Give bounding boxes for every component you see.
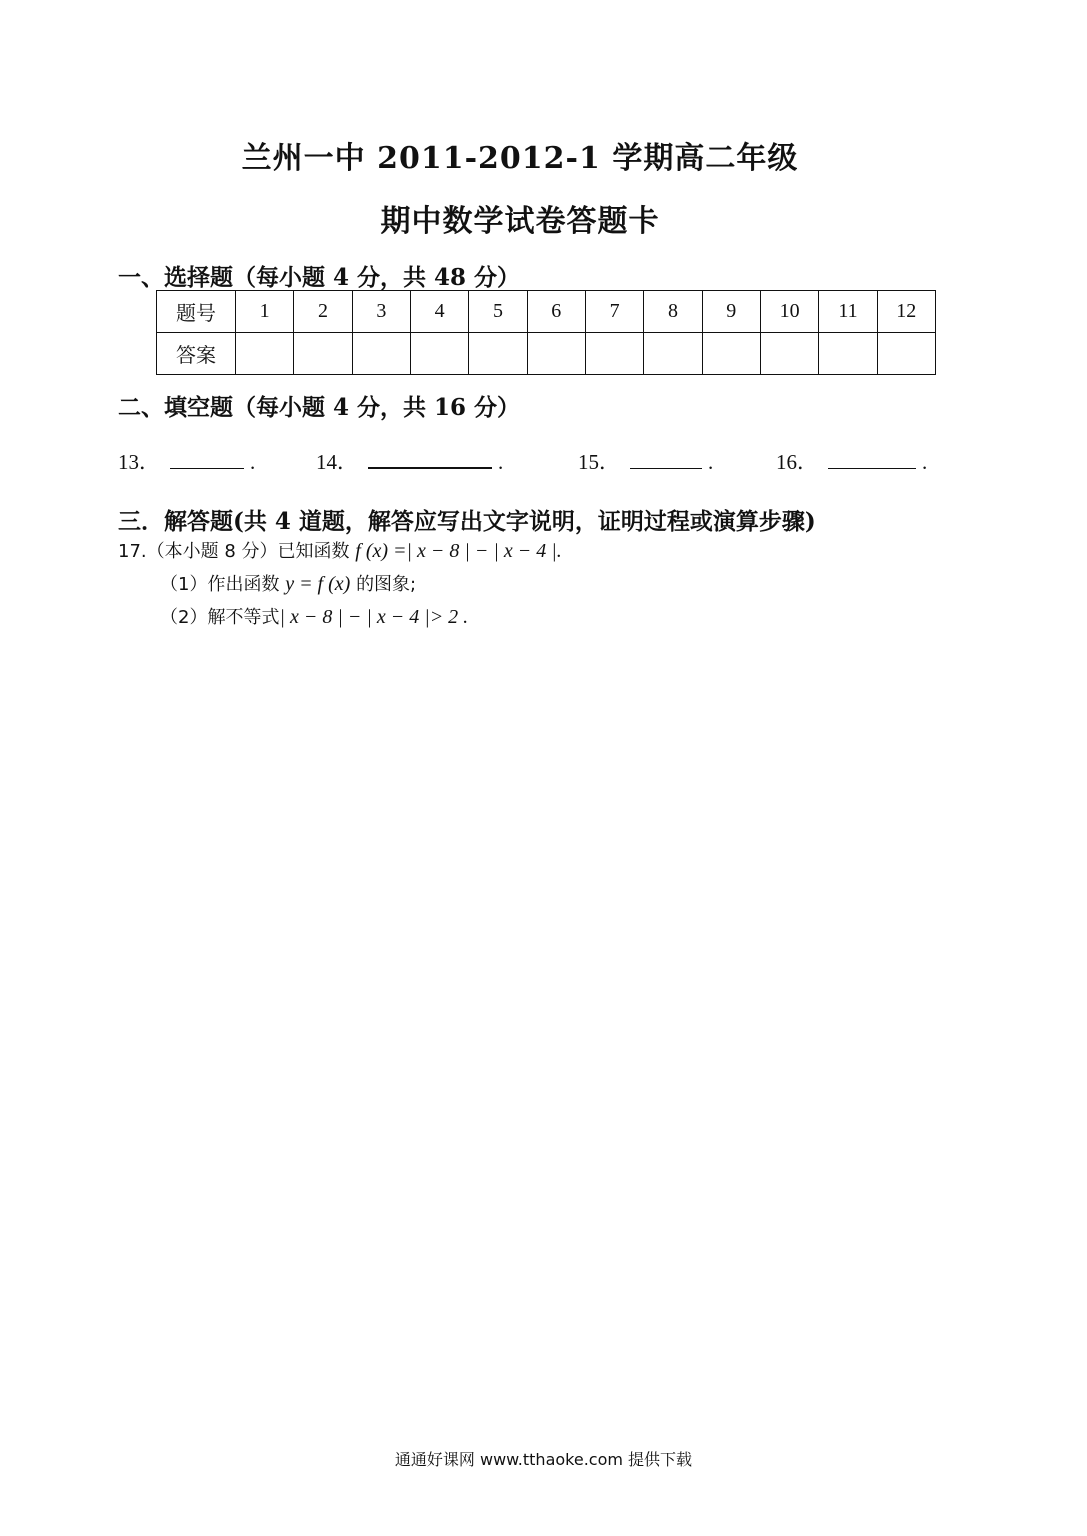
blank-number: 14． [316,450,358,474]
table-row [157,333,936,375]
question-number-cell: 3 [352,291,410,333]
answer-cell[interactable] [819,333,877,375]
problem-17 [118,537,562,563]
question-number-cell: 4 [410,291,468,333]
page-title: 兰州一中 2011-2012-1 学期高二年级 [241,141,799,176]
answer-blank[interactable] [630,450,702,469]
problem-17-part-2 [160,603,468,629]
fill-blank-16 [776,446,927,476]
part-2-text: （2）解不等式 [160,607,280,628]
blank-end: . [498,450,504,474]
problem-17-formula: f (x) =| x − 8 | − | x − 4 |. [355,540,562,562]
section-heading-fill-in: 二、填空题（每小题 4 分，共 16 分） [118,394,521,421]
answer-blank[interactable] [170,450,244,469]
question-number-cell: 5 [469,291,527,333]
section-heading-multiple-choice: 一、选择题（每小题 4 分，共 48 分） [118,264,521,291]
question-number-cell: 6 [527,291,585,333]
answer-cell[interactable] [469,333,527,375]
part-2-formula: | x − 8 | − | x − 4 |> 2 . [279,606,469,628]
fill-blank-13 [118,446,255,476]
table-row-label: 题号 [157,291,236,333]
table-row-label: 答案 [157,333,236,375]
question-number-cell: 1 [236,291,294,333]
answer-table [156,290,936,375]
answer-cell[interactable] [527,333,585,375]
question-number-cell: 7 [585,291,643,333]
part-1-text: （1）作出函数 [160,574,280,595]
blank-number: 15． [578,450,620,474]
answer-cell[interactable] [702,333,760,375]
blank-end: . [708,450,714,474]
question-number-cell: 8 [644,291,702,333]
problem-17-intro: 17.（本小题 8 分）已知函数 [118,541,350,562]
blank-number: 13． [118,450,160,474]
answer-cell[interactable] [760,333,818,375]
page-subtitle: 期中数学试卷答题卡 [380,204,660,239]
answer-blank[interactable] [368,449,492,469]
question-number-cell: 11 [819,291,877,333]
answer-blank[interactable] [828,450,916,469]
fill-blank-15 [578,446,713,476]
problem-17-part-1 [160,570,416,596]
table-row [157,291,936,333]
blank-end: . [922,450,928,474]
part-1-formula: y = f (x) [285,573,351,595]
blank-end: . [250,450,256,474]
question-number-cell: 10 [760,291,818,333]
answer-cell[interactable] [294,333,352,375]
question-number-cell: 2 [294,291,352,333]
part-1-end: 的图象; [356,574,417,595]
question-number-cell: 9 [702,291,760,333]
answer-cell[interactable] [410,333,468,375]
answer-cell[interactable] [644,333,702,375]
answer-cell[interactable] [877,333,935,375]
answer-cell[interactable] [585,333,643,375]
blank-number: 16． [776,450,818,474]
answer-cell[interactable] [352,333,410,375]
fill-blank-14 [316,446,503,476]
answer-cell[interactable] [236,333,294,375]
section-heading-solutions: 三．解答题(共 4 道题，解答应写出文字说明，证明过程或演算步骤) [118,508,816,535]
question-number-cell: 12 [877,291,935,333]
footer-text: 通通好课网 www.tthaoke.com 提供下载 [394,1450,693,1469]
